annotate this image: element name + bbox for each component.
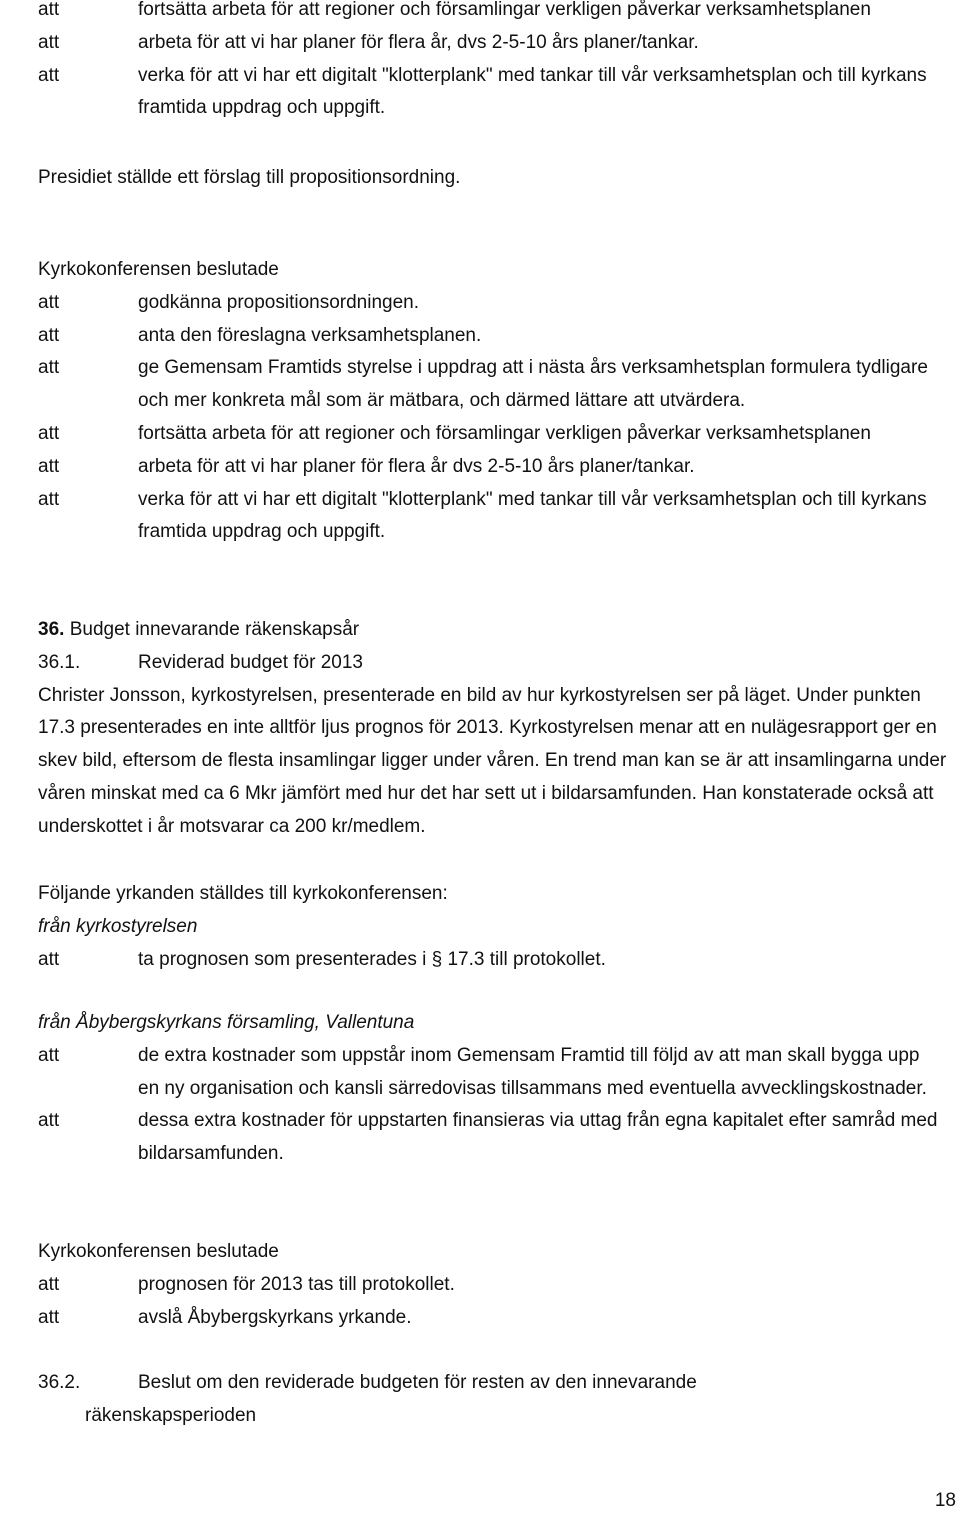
att-label: att bbox=[38, 0, 60, 20]
att-row bbox=[38, 418, 960, 451]
att-row bbox=[38, 27, 960, 60]
decision-heading: Kyrkokonferensen beslutade bbox=[38, 1241, 279, 1262]
att-row bbox=[38, 944, 960, 977]
att-text: ge Gemensam Framtids styrelse i uppdrag att i nästa års verksamhetsplan formulera tydligare och mer konkreta mål som är mätbara, och därmed lättare att utvärdera. bbox=[138, 357, 928, 412]
motion-source: från Åbybergskyrkans församling, Vallentuna bbox=[38, 1012, 415, 1033]
subsection-title-line bbox=[138, 1367, 960, 1400]
att-label: att bbox=[38, 1044, 60, 1066]
presidiet-paragraph: Presidiet ställde ett förslag till propositionsordning. bbox=[38, 167, 461, 188]
att-row bbox=[38, 320, 960, 353]
att-row bbox=[38, 484, 960, 550]
subsection-heading bbox=[38, 647, 960, 680]
motions-block bbox=[38, 878, 960, 976]
subsection-title-continuation: räkenskapsperioden bbox=[85, 1404, 257, 1426]
att-text: verka för att vi har ett digitalt "klotterplank" med tankar till vår verksamhetsplan och till kyrkans framtida uppdrag och uppgift. bbox=[138, 488, 927, 543]
att-row bbox=[38, 352, 960, 418]
att-row bbox=[38, 0, 960, 27]
att-label: att bbox=[38, 1273, 60, 1295]
subsection-number: 36.2. bbox=[38, 1372, 81, 1393]
subsection-title: Reviderad budget för 2013 bbox=[138, 651, 363, 673]
att-label: att bbox=[38, 948, 60, 970]
att-row bbox=[38, 1105, 960, 1171]
att-label: att bbox=[38, 1306, 60, 1328]
motions-intro: Följande yrkanden ställdes till kyrkokonferensen: bbox=[38, 883, 448, 904]
body-paragraph: Christer Jonsson, kyrkostyrelsen, presenterade en bild av hur kyrkostyrelsen ser på läget. Under punkten 17.3 presenterades en inte alltför ljus prognos för 2013. Kyrkostyrelsen menar att en nulägesrapport ger en skev bild, eftersom de flesta insamlingar ligger under våren. En trend man kan se är att insamlingarna under våren minskat med ca 6 Mkr jämfört med hur det har sett ut i bildarsamfunden. Han konstaterade också att underskottet i år motsvarar ca 200 kr/medlem. bbox=[38, 684, 947, 837]
att-label: att bbox=[38, 1110, 60, 1132]
att-text: avslå Åbybergskyrkans yrkande. bbox=[138, 1306, 412, 1328]
att-row bbox=[38, 451, 960, 484]
att-label: att bbox=[38, 324, 60, 346]
att-label: att bbox=[38, 64, 60, 86]
att-text: ta prognosen som presenterades i § 17.3 till protokollet. bbox=[138, 948, 606, 970]
att-row bbox=[38, 1040, 960, 1106]
att-label: att bbox=[38, 31, 60, 53]
att-text: verka för att vi har ett digitalt "klotterplank" med tankar till vår verksamhetsplan och till kyrkans framtida uppdrag och uppgift. bbox=[138, 64, 927, 119]
continued-att-list bbox=[38, 0, 960, 125]
att-text: godkänna propositionsordningen. bbox=[138, 291, 419, 313]
att-text: fortsätta arbeta för att regioner och församlingar verkligen påverkar verksamhetsplanen bbox=[138, 0, 871, 20]
att-text: arbeta för att vi har planer för flera år, dvs 2-5-10 års planer/tankar. bbox=[138, 31, 699, 53]
page-number: 18 bbox=[934, 1490, 956, 1511]
motions-block bbox=[38, 1007, 960, 1171]
att-label: att bbox=[38, 422, 60, 444]
section-heading bbox=[38, 614, 960, 647]
section-title: Budget innevarande räkenskapsår bbox=[69, 619, 360, 640]
subsection-heading bbox=[38, 1367, 960, 1400]
att-label: att bbox=[38, 455, 60, 477]
decision-block bbox=[38, 1236, 960, 1334]
att-label: att bbox=[38, 291, 60, 313]
decision-block bbox=[38, 254, 960, 549]
section-number: 36. bbox=[38, 619, 65, 640]
subsection-number: 36.1. bbox=[38, 651, 81, 673]
att-row bbox=[38, 60, 960, 126]
att-text: dessa extra kostnader för uppstarten finansieras via uttag från egna kapitalet efter samråd med bildarsamfunden. bbox=[138, 1110, 938, 1165]
att-row bbox=[38, 1302, 960, 1335]
att-text: fortsätta arbeta för att regioner och församlingar verkligen påverkar verksamhetsplanen bbox=[138, 422, 871, 444]
decision-heading: Kyrkokonferensen beslutade bbox=[38, 259, 279, 280]
att-row bbox=[38, 1269, 960, 1302]
motion-source: från kyrkostyrelsen bbox=[38, 915, 198, 937]
att-text: prognosen för 2013 tas till protokollet. bbox=[138, 1273, 455, 1295]
att-label: att bbox=[38, 357, 60, 379]
subsection-36-2 bbox=[38, 1367, 960, 1433]
section-36 bbox=[38, 614, 960, 844]
att-label: att bbox=[38, 488, 60, 510]
att-text: arbeta för att vi har planer för flera år dvs 2-5-10 års planer/tankar. bbox=[138, 455, 695, 477]
att-text: de extra kostnader som uppstår inom Gemensam Framtid till följd av att man skall bygga upp en ny organisation och kansli särredovisas tillsammans med eventuella avvecklingskostnader. bbox=[138, 1044, 927, 1099]
att-row bbox=[38, 287, 960, 320]
att-text: anta den föreslagna verksamhetsplanen. bbox=[138, 324, 482, 346]
subsection-title: Beslut om den reviderade budgeten för resten av den innevarande bbox=[138, 1372, 697, 1393]
